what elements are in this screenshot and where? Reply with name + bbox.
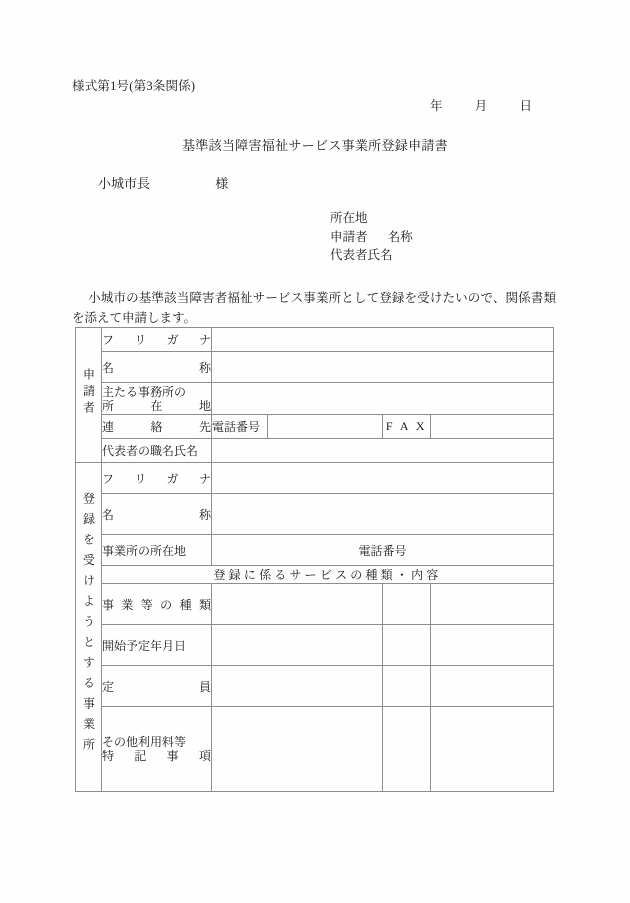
applicant-phone-label: 電話番号 xyxy=(212,415,268,439)
table-row xyxy=(76,535,554,566)
service-section-header: 登録に係るサービスの種類・内容 xyxy=(102,566,554,584)
applicant-contact-label xyxy=(102,415,212,439)
start-date-value-1[interactable] xyxy=(212,625,383,666)
addressee-honorific: 様 xyxy=(215,176,229,191)
service-type-value-3[interactable] xyxy=(431,584,554,625)
addressee-recipient: 小城市長 xyxy=(98,176,151,191)
capacity-label-text: 定 員 xyxy=(102,679,211,694)
service-type-value-2[interactable] xyxy=(383,584,431,625)
table-row xyxy=(76,566,554,584)
registration-name-label xyxy=(102,494,212,535)
applicant-furigana-label xyxy=(102,328,212,352)
applicant-contact-label-text: 連 絡 先 xyxy=(102,420,211,434)
intro-text: 小城市の基準該当障害者福祉サービス事業所として登録を受けたいので、関係書類を添えて申請します。 xyxy=(72,291,556,325)
applicant-name-label xyxy=(102,352,212,383)
table-row xyxy=(76,383,554,415)
table-row xyxy=(76,328,554,352)
applicant-main-office-label xyxy=(102,383,212,415)
addressee-line xyxy=(98,173,228,192)
date-line xyxy=(430,96,532,114)
other-fees-label-text: その他利用料等 特 記 事 項 xyxy=(102,735,211,763)
table-row xyxy=(76,584,554,625)
table-row xyxy=(76,666,554,707)
applicant-main-office-label-text xyxy=(102,385,211,413)
table-row xyxy=(76,625,554,666)
table-row xyxy=(76,707,554,792)
registration-vertical-text: 登録を受けようとする事業所 xyxy=(81,491,96,759)
date-month-label: 月 xyxy=(474,99,488,113)
registration-office-phone-label: 電話番号 xyxy=(212,535,554,566)
main-office-line1: 主たる事務所の xyxy=(102,384,187,399)
applicant-signature-block xyxy=(330,209,413,265)
start-date-label xyxy=(102,625,212,666)
service-type-label xyxy=(102,584,212,625)
applicant-fax-value[interactable] xyxy=(431,415,554,439)
applicant-label: 申請者 xyxy=(330,229,368,244)
table-row xyxy=(76,352,554,383)
applicant-furigana-value[interactable] xyxy=(212,328,554,352)
start-date-label-text: 開始予定年月日 xyxy=(102,638,187,653)
main-office-line2-c: 地 xyxy=(198,398,211,413)
applicant-section-vertical-label xyxy=(76,328,102,463)
applicant-name-label-text: 名 称 xyxy=(102,360,211,375)
service-type-value-1[interactable] xyxy=(212,584,383,625)
table-row xyxy=(76,439,554,463)
other-fees-label xyxy=(102,707,212,792)
registration-office-address-label-text: 事業所の所在地 xyxy=(102,543,187,558)
registration-office-address-label xyxy=(102,535,212,566)
applicant-representative-label: 代表者氏名 xyxy=(330,248,393,262)
registration-name-label-text: 名 称 xyxy=(102,507,211,522)
registration-furigana-value[interactable] xyxy=(212,463,554,494)
other-fees-line1: その他利用料等 xyxy=(102,735,187,749)
capacity-value-1[interactable] xyxy=(212,666,383,707)
table-row xyxy=(76,463,554,494)
registration-name-value[interactable] xyxy=(212,494,554,535)
registration-section-vertical-label xyxy=(76,463,102,792)
applicant-representative-label-text: 代表者の職名氏名 xyxy=(102,444,199,458)
start-date-value-3[interactable] xyxy=(431,625,554,666)
applicant-name-value[interactable] xyxy=(212,352,554,383)
main-office-line2-a: 所 xyxy=(102,398,115,413)
document-title: 基準該当障害福祉サービス事業所登録申請書 xyxy=(181,138,448,153)
other-fees-value-2[interactable] xyxy=(383,707,431,792)
applicant-representative-row-label xyxy=(102,439,212,463)
intro-paragraph xyxy=(72,288,556,328)
date-day-label: 日 xyxy=(519,99,533,113)
registration-furigana-label-text: フ リ ガ ナ xyxy=(102,471,211,486)
date-year-label: 年 xyxy=(430,99,443,113)
capacity-value-3[interactable] xyxy=(431,666,554,707)
form-number: 様式第1号(第3条関係) xyxy=(72,79,196,93)
applicant-name-row xyxy=(330,228,413,247)
application-form-table xyxy=(75,327,554,792)
applicant-furigana-label-text: フ リ ガ ナ xyxy=(102,333,211,347)
table-row xyxy=(76,494,554,535)
other-fees-value-1[interactable] xyxy=(212,707,383,792)
applicant-representative-value[interactable] xyxy=(212,439,554,463)
applicant-vertical-text: 申請者 xyxy=(81,368,96,418)
other-fees-value-3[interactable] xyxy=(431,707,554,792)
main-office-line2-b: 在 xyxy=(150,398,163,413)
applicant-fax-label: F A X xyxy=(383,415,431,439)
applicant-main-office-value[interactable] xyxy=(212,383,554,415)
start-date-value-2[interactable] xyxy=(383,625,431,666)
table-row xyxy=(76,415,554,439)
registration-furigana-label xyxy=(102,463,212,494)
applicant-name-label: 名称 xyxy=(387,229,413,244)
applicant-phone-value[interactable] xyxy=(268,415,383,439)
capacity-label xyxy=(102,666,212,707)
service-type-label-text: 事 業 等 の 種 類 xyxy=(102,597,211,612)
capacity-value-2[interactable] xyxy=(383,666,431,707)
applicant-address-label: 所在地 xyxy=(330,211,368,225)
